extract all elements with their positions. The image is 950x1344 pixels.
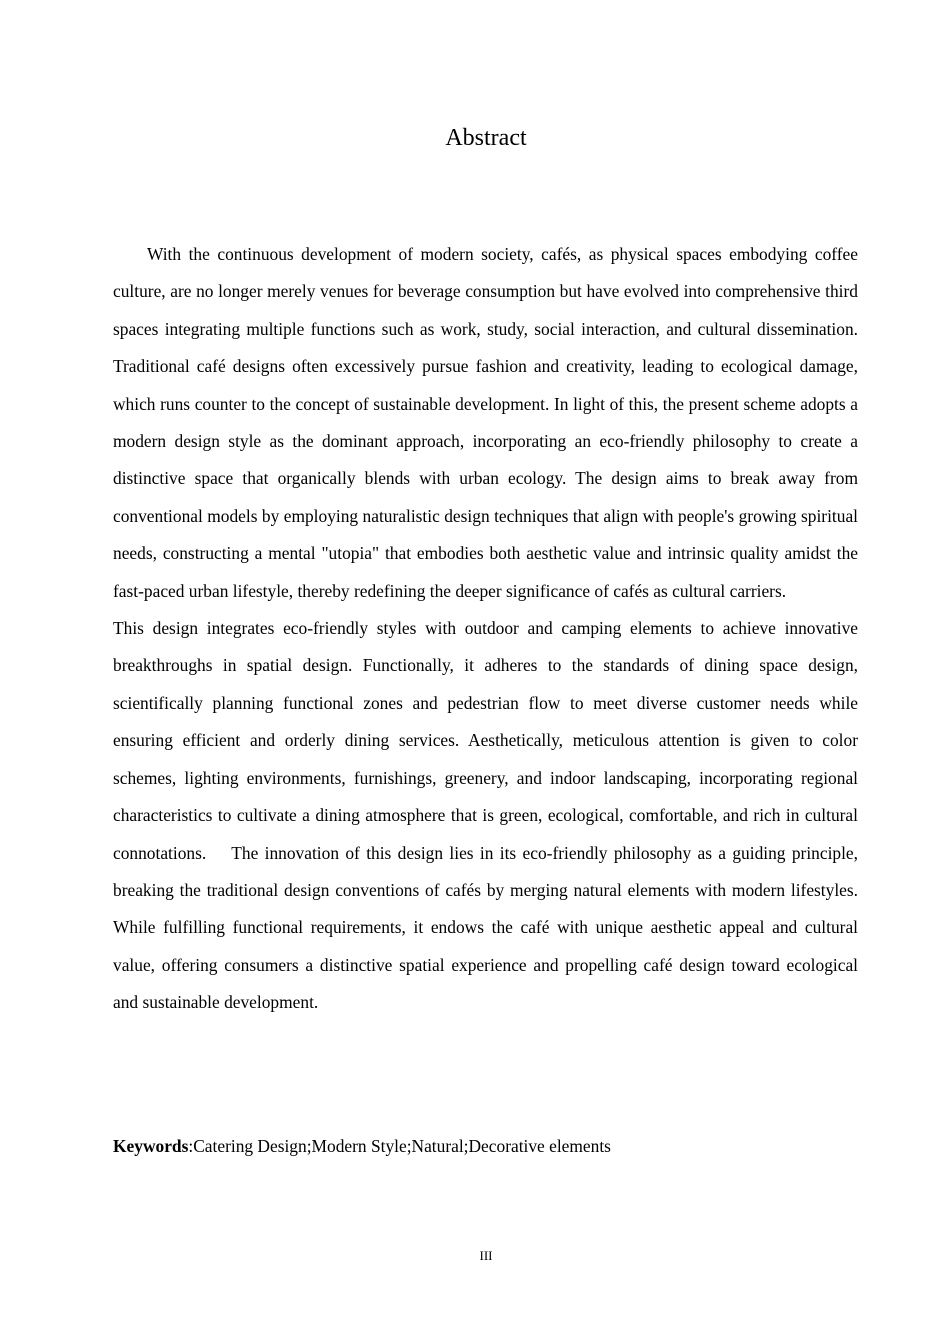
- abstract-body: [113, 236, 858, 1022]
- page-title: Abstract: [445, 125, 527, 151]
- page-number: III: [479, 1248, 493, 1263]
- keywords-label: Keywords: [113, 1136, 189, 1156]
- keywords-text: Catering Design;Modern Style;Natural;Decorative elements: [193, 1136, 611, 1156]
- keywords-separator: :: [188, 1136, 194, 1156]
- abstract-paragraph-2: This design integrates eco-friendly styles with outdoor and camping elements to achieve innovative breakthroughs in spatial design. Functionally, it adheres to the standards of dining space design, scientifically planning functional zones and pedestrian flow to meet diverse customer needs while ensuring efficient and orderly dining services. Aesthetically, meticulous attention is given to color schemes, lighting environments, furnishings, greenery, and indoor landscaping, incorporating regional characteristics to cultivate a dining atmosphere that is green, ecological, comfortable, and rich in cultural connotations. The innovation of this design lies in its eco-friendly philosophy as a guiding principle, breaking the traditional design conventions of cafés by merging natural elements with modern lifestyles. While fulfilling functional requirements, it endows the café with unique aesthetic appeal and cultural value, offering consumers a distinctive spatial experience and propelling café design toward ecological and sustainable development.: [113, 618, 858, 1013]
- abstract-paragraph-1: With the continuous development of modern society, cafés, as physical spaces embodying coffee culture, are no longer merely venues for beverage consumption but have evolved into comprehensive third spaces integrating multiple functions such as work, study, social interaction, and cultural dissemination. Traditional café designs often excessively pursue fashion and creativity, leading to ecological damage, which runs counter to the concept of sustainable development. In light of this, the present scheme adopts a modern design style as the dominant approach, incorporating an eco-friendly philosophy to create a distinctive space that organically blends with urban ecology. The design aims to break away from conventional models by employing naturalistic design techniques that align with people's growing spiritual needs, constructing a mental "utopia" that embodies both aesthetic value and intrinsic quality amidst the fast-paced urban lifestyle, thereby redefining the deeper significance of cafés as cultural carriers.: [113, 244, 858, 601]
- keywords-line: [113, 1130, 858, 1162]
